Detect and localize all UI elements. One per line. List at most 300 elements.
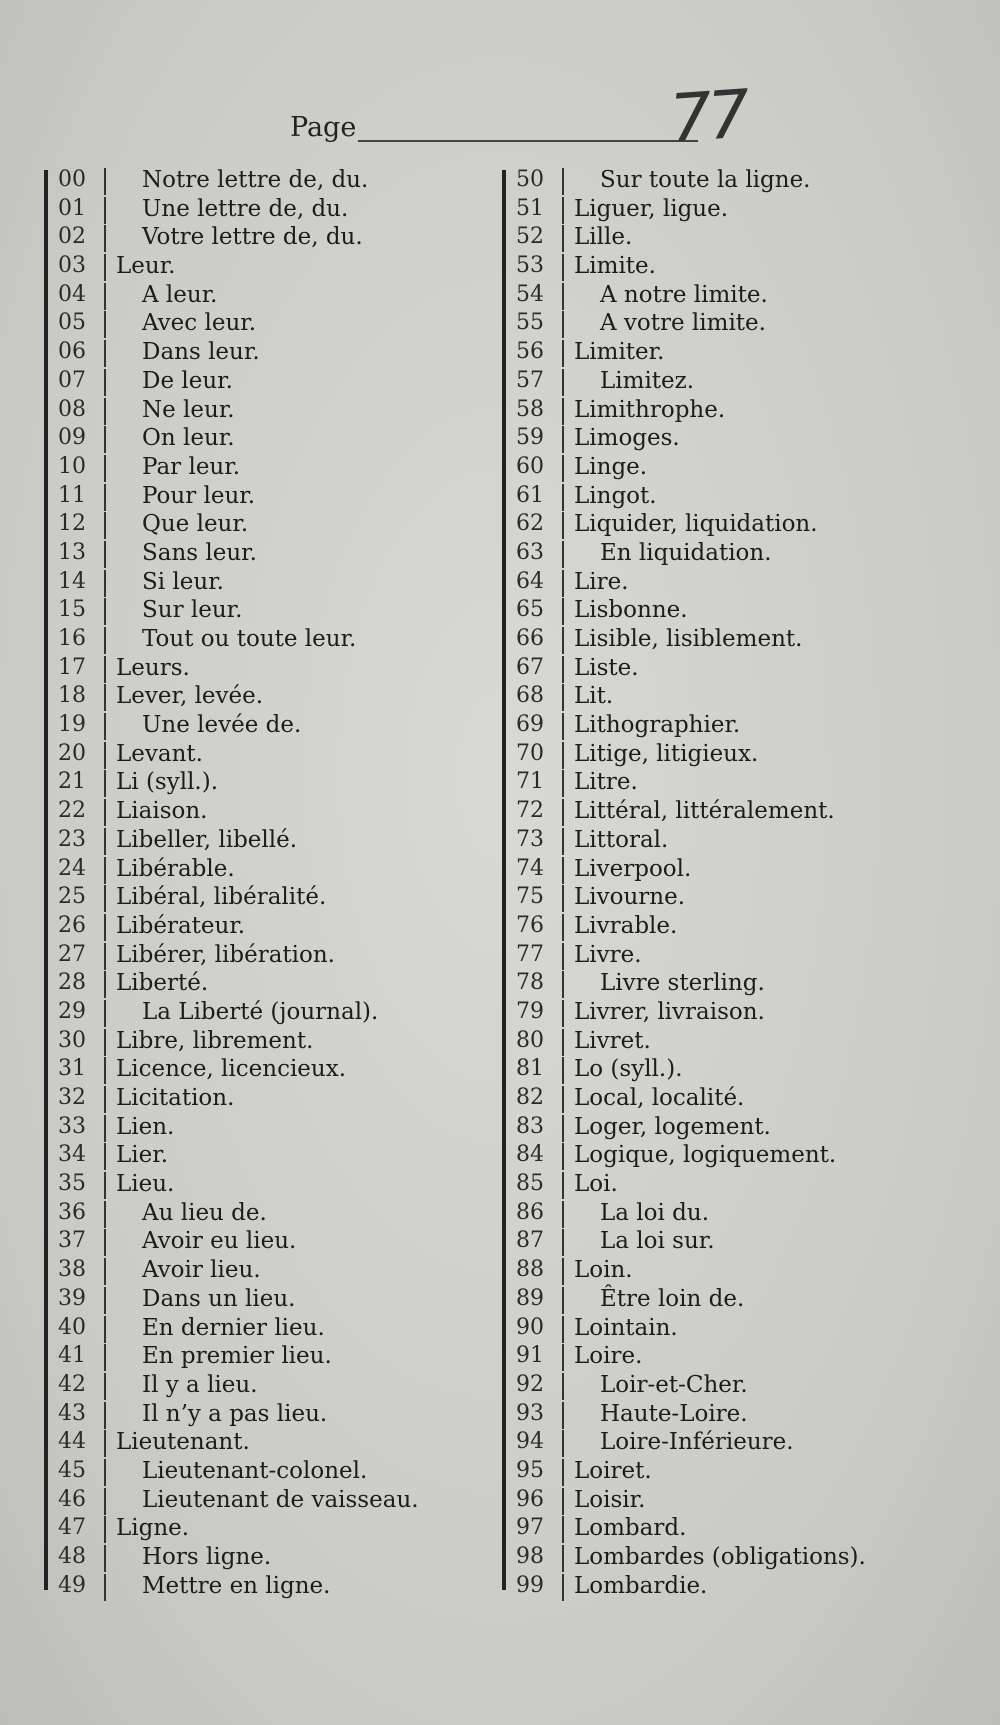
code-phrase: Être loin de.: [600, 1285, 745, 1312]
column-separator: [104, 1229, 106, 1256]
code-number: 46: [58, 1486, 86, 1512]
left-column-bar: [44, 170, 48, 1590]
column-separator: [104, 627, 106, 654]
column-separator: [104, 684, 106, 711]
column-separator: [562, 1115, 564, 1142]
code-number: 12: [58, 511, 86, 537]
code-number: 10: [58, 453, 86, 479]
code-phrase: Li (syll.).: [116, 769, 219, 796]
column-separator: [562, 1402, 564, 1429]
code-number: 56: [516, 339, 544, 365]
code-phrase: Libre, librement.: [116, 1027, 314, 1054]
code-phrase: Lombard.: [574, 1515, 687, 1542]
handwritten-page-number: 77: [667, 75, 749, 158]
code-phrase: Hors ligne.: [142, 1544, 272, 1570]
column-separator: [562, 857, 564, 884]
column-separator: [104, 1258, 106, 1285]
code-number: 82: [516, 1085, 544, 1110]
code-number: 74: [516, 855, 544, 881]
column-separator: [562, 1057, 564, 1084]
code-number: 19: [58, 712, 86, 738]
code-number: 41: [58, 1343, 86, 1369]
code-phrase: Lisible, lisiblement.: [574, 626, 803, 652]
code-number: 96: [516, 1486, 544, 1512]
column-separator: [562, 398, 564, 425]
code-phrase: Avoir eu lieu.: [142, 1228, 297, 1255]
code-number: 52: [516, 224, 544, 250]
code-phrase: Lier.: [116, 1142, 169, 1169]
code-number: 63: [516, 539, 544, 565]
code-phrase: Linge.: [574, 453, 648, 480]
code-phrase: Litige, litigieux.: [574, 740, 759, 767]
code-number: 01: [58, 195, 86, 221]
code-number: 06: [58, 339, 86, 365]
code-phrase: Limitez.: [600, 367, 695, 394]
code-phrase: Leurs.: [116, 654, 190, 681]
code-phrase: Liaison.: [116, 798, 208, 825]
code-number: 09: [58, 425, 86, 451]
column-separator: [562, 1344, 564, 1371]
code-phrase: Lieu.: [116, 1171, 175, 1198]
code-number: 26: [58, 912, 86, 938]
column-separator: [104, 1201, 106, 1228]
code-phrase: Lieutenant de vaisseau.: [142, 1486, 419, 1513]
code-phrase: Livourne.: [574, 884, 686, 911]
column-separator: [562, 1287, 564, 1314]
column-separator: [104, 512, 106, 539]
code-number: 78: [516, 970, 544, 996]
code-phrase: Logique, logiquement.: [574, 1142, 837, 1169]
column-separator: [562, 1143, 564, 1170]
column-separator: [104, 455, 106, 482]
column-separator: [104, 742, 106, 769]
code-phrase: Pour leur.: [142, 482, 256, 509]
column-separator: [104, 1086, 106, 1113]
code-number: 71: [516, 769, 544, 795]
code-phrase: Licitation.: [116, 1085, 235, 1111]
column-separator: [562, 283, 564, 310]
code-phrase: Loger, logement.: [574, 1113, 771, 1140]
code-number: 00: [58, 167, 86, 192]
code-number: 80: [516, 1027, 544, 1053]
code-phrase: Liguer, ligue.: [574, 195, 729, 222]
code-number: 92: [516, 1371, 544, 1397]
column-separator: [562, 1201, 564, 1228]
column-separator: [562, 1373, 564, 1400]
code-phrase: Liverpool.: [574, 855, 692, 882]
code-number: 40: [58, 1314, 86, 1340]
column-separator: [562, 943, 564, 970]
code-number: 11: [58, 482, 86, 508]
column-separator: [562, 598, 564, 625]
column-separator: [562, 799, 564, 826]
code-phrase: Livre.: [574, 941, 642, 968]
code-phrase: Litre.: [574, 769, 638, 796]
code-number: 48: [58, 1544, 86, 1569]
code-phrase: A leur.: [142, 281, 218, 308]
code-phrase: Haute-Loire.: [600, 1400, 748, 1427]
code-number: 64: [516, 568, 544, 594]
code-number: 42: [58, 1371, 86, 1397]
code-phrase: Lingot.: [574, 482, 657, 509]
column-separator: [562, 1258, 564, 1285]
column-separator: [562, 971, 564, 998]
code-phrase: Limoges.: [574, 425, 680, 452]
code-phrase: Libéral, libéralité.: [116, 884, 327, 911]
column-separator: [104, 1057, 106, 1084]
code-phrase: Si leur.: [142, 568, 224, 595]
code-phrase: La Liberté (journal).: [142, 998, 379, 1025]
column-separator: [104, 283, 106, 310]
code-number: 38: [58, 1257, 86, 1283]
code-number: 85: [516, 1171, 544, 1197]
code-number: 21: [58, 769, 86, 795]
code-number: 43: [58, 1400, 86, 1426]
column-separator: [562, 914, 564, 941]
code-phrase: Lien.: [116, 1113, 175, 1140]
column-separator: [104, 369, 106, 396]
page-header-rule: [358, 140, 698, 142]
code-number: 58: [516, 396, 544, 422]
code-number: 72: [516, 798, 544, 824]
code-phrase: Lombardie.: [574, 1572, 708, 1599]
code-number: 69: [516, 712, 544, 738]
code-number: 95: [516, 1457, 544, 1483]
code-phrase: Notre lettre de, du.: [142, 167, 369, 193]
column-separator: [104, 1344, 106, 1371]
code-number: 34: [58, 1142, 86, 1168]
column-separator: [562, 1459, 564, 1486]
code-phrase: En liquidation.: [600, 539, 772, 566]
code-number: 30: [58, 1027, 86, 1053]
code-phrase: La loi sur.: [600, 1228, 715, 1255]
code-number: 17: [58, 654, 86, 680]
code-number: 07: [58, 367, 86, 393]
column-separator: [562, 1488, 564, 1515]
column-separator: [104, 1373, 106, 1400]
column-separator: [104, 770, 106, 797]
code-number: 03: [58, 253, 86, 279]
code-number: 90: [516, 1314, 544, 1340]
column-separator: [562, 311, 564, 338]
column-separator: [104, 1287, 106, 1314]
code-phrase: Livrable.: [574, 912, 678, 939]
column-separator: [104, 914, 106, 941]
code-phrase: Au lieu de.: [142, 1199, 267, 1226]
code-number: 04: [58, 281, 86, 307]
code-number: 13: [58, 539, 86, 565]
column-separator: [562, 225, 564, 252]
code-phrase: Avoir lieu.: [142, 1257, 261, 1284]
code-number: 49: [58, 1572, 86, 1598]
code-number: 22: [58, 798, 86, 824]
code-number: 51: [516, 195, 544, 221]
column-separator: [104, 1430, 106, 1457]
code-phrase: Liquider, liquidation.: [574, 511, 818, 538]
column-separator: [562, 885, 564, 912]
column-separator: [104, 598, 106, 625]
code-phrase: A notre limite.: [600, 281, 768, 308]
code-phrase: Sur toute la ligne.: [600, 167, 811, 193]
code-number: 67: [516, 654, 544, 680]
code-phrase: Il y a lieu.: [142, 1371, 258, 1398]
code-phrase: Lieutenant.: [116, 1429, 250, 1456]
code-phrase: Loi.: [574, 1171, 618, 1198]
column-separator: [104, 1143, 106, 1170]
column-separator: [104, 225, 106, 252]
code-number: 84: [516, 1142, 544, 1168]
column-separator: [562, 254, 564, 281]
code-number: 16: [58, 626, 86, 651]
code-phrase: Lithographier.: [574, 712, 741, 739]
column-separator: [104, 1545, 106, 1572]
column-separator: [562, 656, 564, 683]
code-number: 94: [516, 1429, 544, 1455]
code-phrase: Lo (syll.).: [574, 1056, 683, 1083]
column-separator: [104, 484, 106, 511]
code-phrase: Ne leur.: [142, 396, 235, 423]
column-separator: [104, 656, 106, 683]
code-number: 45: [58, 1457, 86, 1483]
code-phrase: Livre sterling.: [600, 970, 765, 997]
code-number: 57: [516, 367, 544, 393]
code-number: 99: [516, 1572, 544, 1598]
code-number: 14: [58, 568, 86, 594]
code-phrase: Lit.: [574, 683, 614, 710]
column-separator: [562, 1516, 564, 1543]
column-separator: [104, 398, 106, 425]
column-separator: [104, 1574, 106, 1601]
column-separator: [562, 426, 564, 453]
code-number: 65: [516, 597, 544, 623]
code-phrase: Avec leur.: [142, 310, 257, 337]
code-number: 55: [516, 310, 544, 336]
code-phrase: Levant.: [116, 740, 203, 767]
code-phrase: Tout ou toute leur.: [142, 626, 357, 652]
code-phrase: Loire-Inférieure.: [600, 1429, 794, 1456]
column-separator: [562, 627, 564, 654]
code-number: 53: [516, 253, 544, 279]
code-number: 44: [58, 1429, 86, 1455]
code-phrase: Leur.: [116, 253, 176, 280]
column-separator: [104, 1516, 106, 1543]
code-number: 36: [58, 1199, 86, 1225]
code-phrase: Une lettre de, du.: [142, 195, 349, 222]
code-phrase: Libérateur.: [116, 912, 246, 939]
code-phrase: Dans leur.: [142, 339, 260, 366]
column-separator: [562, 1545, 564, 1572]
column-separator: [562, 168, 564, 195]
code-phrase: Sur leur.: [142, 597, 243, 624]
code-number: 47: [58, 1515, 86, 1541]
column-separator: [104, 713, 106, 740]
code-number: 37: [58, 1228, 86, 1254]
column-separator: [104, 1000, 106, 1027]
code-number: 75: [516, 884, 544, 910]
column-separator: [104, 254, 106, 281]
code-phrase: Votre lettre de, du.: [142, 224, 363, 251]
code-number: 87: [516, 1228, 544, 1254]
column-separator: [562, 1086, 564, 1113]
code-phrase: Loisir.: [574, 1486, 646, 1513]
code-number: 02: [58, 224, 86, 250]
column-separator: [104, 1488, 106, 1515]
column-separator: [562, 541, 564, 568]
code-number: 50: [516, 167, 544, 192]
column-separator: [562, 742, 564, 769]
column-separator: [104, 857, 106, 884]
code-number: 93: [516, 1400, 544, 1426]
code-number: 70: [516, 740, 544, 766]
code-phrase: De leur.: [142, 367, 233, 394]
column-separator: [104, 885, 106, 912]
code-number: 83: [516, 1113, 544, 1139]
code-number: 33: [58, 1113, 86, 1139]
column-separator: [562, 570, 564, 597]
column-separator: [104, 1115, 106, 1142]
code-number: 25: [58, 884, 86, 910]
column-separator: [562, 369, 564, 396]
column-separator: [562, 197, 564, 224]
code-number: 15: [58, 597, 86, 623]
code-phrase: Livrer, livraison.: [574, 998, 765, 1025]
code-phrase: Sans leur.: [142, 539, 257, 566]
column-separator: [562, 1029, 564, 1056]
code-phrase: Il n’y a pas lieu.: [142, 1400, 328, 1427]
code-number: 60: [516, 453, 544, 479]
column-separator: [104, 971, 106, 998]
code-number: 91: [516, 1343, 544, 1369]
code-phrase: Loir-et-Cher.: [600, 1371, 748, 1398]
code-number: 29: [58, 998, 86, 1024]
code-phrase: Liste.: [574, 654, 639, 681]
column-separator: [104, 1402, 106, 1429]
code-phrase: Mettre en ligne.: [142, 1572, 331, 1599]
code-number: 31: [58, 1056, 86, 1082]
code-phrase: Livret.: [574, 1027, 651, 1054]
column-separator: [104, 1459, 106, 1486]
code-phrase: Libérer, libération.: [116, 941, 335, 968]
code-phrase: Littéral, littéralement.: [574, 798, 835, 825]
column-separator: [104, 1172, 106, 1199]
code-phrase: Lisbonne.: [574, 597, 688, 624]
code-number: 66: [516, 626, 544, 651]
column-separator: [104, 1029, 106, 1056]
code-number: 89: [516, 1285, 544, 1311]
column-separator: [104, 828, 106, 855]
code-number: 27: [58, 941, 86, 967]
code-number: 97: [516, 1515, 544, 1541]
code-number: 24: [58, 855, 86, 881]
column-separator: [562, 713, 564, 740]
column-separator: [562, 512, 564, 539]
column-separator: [104, 311, 106, 338]
code-number: 18: [58, 683, 86, 709]
column-separator: [562, 828, 564, 855]
code-phrase: Lire.: [574, 568, 629, 595]
code-number: 77: [516, 941, 544, 967]
code-phrase: En premier lieu.: [142, 1343, 332, 1370]
code-number: 86: [516, 1199, 544, 1225]
code-number: 39: [58, 1285, 86, 1311]
code-phrase: Libérable.: [116, 855, 235, 882]
code-phrase: Par leur.: [142, 453, 241, 480]
code-phrase: Licence, licencieux.: [116, 1056, 347, 1083]
code-phrase: Dans un lieu.: [142, 1285, 296, 1312]
code-phrase: Liberté.: [116, 970, 209, 997]
page-label: Page: [290, 112, 357, 143]
code-number: 79: [516, 998, 544, 1024]
code-phrase: Libeller, libellé.: [116, 826, 298, 853]
code-phrase: Une levée de.: [142, 712, 302, 739]
code-phrase: Que leur.: [142, 511, 249, 538]
column-separator: [562, 1316, 564, 1343]
column-separator: [562, 1000, 564, 1027]
code-phrase: Local, localité.: [574, 1085, 745, 1111]
code-number: 08: [58, 396, 86, 422]
code-number: 59: [516, 425, 544, 451]
column-separator: [562, 1172, 564, 1199]
code-number: 88: [516, 1257, 544, 1283]
column-separator: [104, 541, 106, 568]
code-phrase: En dernier lieu.: [142, 1314, 325, 1341]
column-separator: [104, 197, 106, 224]
code-phrase: Loiret.: [574, 1457, 652, 1484]
column-separator: [562, 1430, 564, 1457]
code-phrase: Littoral.: [574, 826, 669, 853]
code-number: 62: [516, 511, 544, 537]
code-phrase: Limithrophe.: [574, 396, 726, 423]
code-phrase: On leur.: [142, 425, 235, 452]
column-separator: [562, 684, 564, 711]
code-phrase: Lever, levée.: [116, 683, 264, 710]
code-number: 28: [58, 970, 86, 996]
column-separator: [104, 570, 106, 597]
column-separator: [562, 1574, 564, 1601]
code-number: 23: [58, 826, 86, 852]
code-phrase: Lointain.: [574, 1314, 678, 1341]
code-number: 81: [516, 1056, 544, 1082]
code-phrase: Loire.: [574, 1343, 643, 1370]
code-number: 76: [516, 912, 544, 938]
column-separator: [104, 426, 106, 453]
column-separator: [104, 799, 106, 826]
column-separator: [104, 943, 106, 970]
right-column-bar: [502, 170, 506, 1590]
code-number: 32: [58, 1085, 86, 1110]
column-separator: [562, 455, 564, 482]
column-separator: [562, 340, 564, 367]
column-separator: [562, 484, 564, 511]
column-separator: [562, 770, 564, 797]
code-number: 61: [516, 482, 544, 508]
code-phrase: Limiter.: [574, 339, 665, 366]
column-separator: [104, 340, 106, 367]
code-phrase: Lombardes (obligations).: [574, 1544, 866, 1570]
code-phrase: Loin.: [574, 1257, 633, 1284]
column-separator: [104, 168, 106, 195]
code-phrase: A votre limite.: [600, 310, 766, 337]
code-number: 73: [516, 826, 544, 852]
code-phrase: La loi du.: [600, 1199, 710, 1226]
code-phrase: Ligne.: [116, 1515, 190, 1542]
code-phrase: Lieutenant-colonel.: [142, 1457, 368, 1484]
code-phrase: Lille.: [574, 224, 633, 251]
column-separator: [104, 1316, 106, 1343]
code-number: 05: [58, 310, 86, 336]
code-number: 98: [516, 1544, 544, 1569]
code-number: 54: [516, 281, 544, 307]
